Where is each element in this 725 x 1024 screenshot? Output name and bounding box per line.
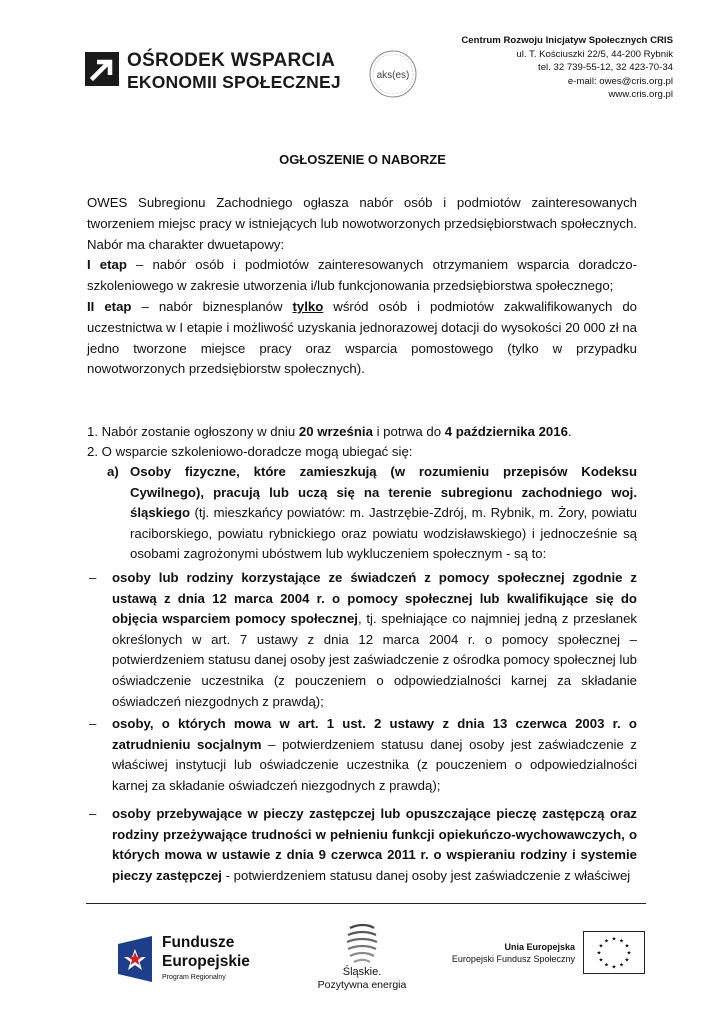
contact-www[interactable]: www.cris.org.pl — [608, 89, 673, 101]
bullet-item — [87, 568, 637, 712]
footer-divider — [86, 903, 646, 904]
stage2-only: tylko — [292, 298, 324, 314]
bullet-item — [87, 714, 637, 796]
akses-label: aks(es) — [376, 70, 410, 81]
svg-text:★: ★ — [611, 964, 617, 971]
ue-line2: Europejski Fundusz Społeczny — [451, 954, 575, 964]
svg-text:★: ★ — [598, 957, 604, 964]
item-1 — [87, 422, 647, 442]
bullet3-bold: osoby przebywające w pieczy zastępczej lub opuszczające pieczę zastępczą oraz rodziny przeżywające trudności w pełnieniu funkcji opiekuńczo-wychowawczych, o których mowa w ustawie z dnia 9 czerwca 2011 r. o wspieraniu rodziny i systemie pieczy zastępczej — [112, 806, 637, 883]
bullet1-text: , tj. spełniające co najmniej jedną z przesłanek określonych w art. 7 ustawy z dnia 12 marca 2004 r. o pomocy społecznej – potwierdzeniem statusu danej osoby jest zaświadczenie z ośrodka pomocy społecznej lub oświadczenie uczestnika (z pouczeniem o odpowiedzialności karnej za składanie oświadczeń niezgodnych z prawdą); — [112, 611, 637, 709]
sub-a-text: (tj. mieszkańcy powiatów: m. Jastrzębie-Zdrój, m. Rybnik, m. Żory, powiatu raciborskiego, powiatu rybnickiego oraz powiatu wodzisławskiego) i jednocześnie są osobami zagrożonymi ubóstwem lub wykluczeniem społecznym - są to: — [130, 505, 637, 562]
slaskie-mark-icon — [344, 922, 380, 964]
svg-text:★: ★ — [619, 962, 624, 969]
item-2: 2. O wsparcie szkoleniowo-doradcze mogą ubiegać się: — [87, 444, 413, 459]
svg-text:★: ★ — [604, 962, 609, 969]
bullet3-text: - potwierdzeniem statusu danej osoby jest zaświadczenie z właściwej — [221, 867, 631, 883]
bullet-item — [87, 804, 637, 886]
item1-date-start: 20 września — [298, 424, 373, 439]
intro-section — [87, 193, 637, 380]
svg-text:★: ★ — [626, 950, 632, 957]
stage1-label: I etap — [87, 257, 127, 273]
svg-text:★: ★ — [596, 950, 602, 957]
sub-item-a — [107, 462, 637, 565]
slaskie-line2: Pozytywna energia — [317, 979, 407, 991]
item1-text-b: i potrwa do — [372, 424, 445, 439]
owes-logo — [85, 50, 350, 98]
bullet-dash: – — [89, 570, 97, 585]
stage2-text-a: – nabór biznesplanów — [131, 298, 293, 314]
bullet-dash: – — [89, 716, 97, 731]
item1-text-a: 1. Nabór zostanie ogłoszony w dniu — [87, 424, 299, 439]
stage2-label: II etap — [87, 298, 132, 314]
contact-org: Centrum Rozwoju Inicjatyw Społecznych CRIS — [461, 35, 673, 46]
ue-line1: Unia Europejska — [504, 942, 575, 952]
logo-text-line1: OŚRODEK WSPARCIA — [127, 50, 336, 71]
svg-text:★: ★ — [598, 943, 604, 950]
stage2-text-b: wśród osób i podmiotów zakwalifikowanych do uczestnictwa w I etapie i możliwość uzyskania jednorazowej dotacji do wysokości 20 000 zł na jedno tworzone miejsce pracy oraz wsparcia pomostowego (tylko w przypadku nowotworzonych przedsiębiorstw społecznych). — [87, 298, 638, 377]
svg-text:★: ★ — [624, 943, 630, 950]
fe-line2: Europejskie — [162, 953, 250, 970]
arrow-logo-icon — [85, 52, 119, 86]
bullet2-bold: osoby, o których mowa w art. 1 ust. 2 ustawy z dnia 13 czerwca 2003 r. o zatrudnieniu socjalnym — [112, 716, 637, 752]
contact-block — [461, 34, 673, 102]
svg-text:★: ★ — [604, 938, 609, 945]
sub-a-bold: Osoby fizyczne, które zamieszkują (w rozumieniu przepisów Kodeksu Cywilnego), pracują lub uczą się na terenie subregionu zachodniego woj. śląskiego — [130, 464, 637, 521]
slaskie-line1: Śląskie. — [342, 966, 382, 978]
item1-date-end: 4 października 2016 — [444, 424, 568, 439]
eu-flag-icon — [583, 931, 645, 974]
fundusze-europejskie-logo — [118, 928, 258, 988]
contact-email[interactable]: e-mail: owes@cris.org.pl — [567, 75, 673, 87]
slaskie-logo — [316, 922, 416, 997]
logo-text-line2: EKONOMII SPOŁECZNEJ — [127, 72, 341, 92]
fe-line1: Fundusze — [162, 934, 235, 951]
document-title: OGŁOSZENIE O NABORZE — [279, 152, 446, 167]
bullet-dash: – — [89, 806, 97, 821]
akses-logo-icon — [368, 49, 418, 99]
fe-line3: Program Regionalny — [162, 974, 226, 981]
sub-a-label: a) — [107, 464, 119, 479]
intro-text: OWES Subregionu Zachodniego ogłasza nabór osób i podmiotów zainteresowanych tworzeniem miejsc pracy w istniejących lub nowotworzonych przedsiębiorstwach społecznych. Nabór ma charakter dwuetapowy: — [87, 195, 637, 252]
item1-text-c: . — [567, 424, 572, 439]
svg-text:★: ★ — [624, 957, 630, 964]
contact-address: ul. T. Kościuszki 22/5, 44-200 Rybnik — [516, 48, 673, 60]
fe-star-icon — [118, 936, 152, 982]
stage1-text: – nabór osób i podmiotów zainteresowanych otrzymaniem wsparcia doradczo-szkoleniowego w zakresie utworzenia i/lub funkcjonowania przedsiębiorstwa społecznego; — [87, 257, 637, 294]
svg-text:★: ★ — [619, 938, 624, 945]
svg-text:★: ★ — [611, 936, 617, 943]
contact-phone: tel. 32 739-55-12, 32 423-70-34 — [538, 62, 673, 74]
ue-label-block — [452, 941, 575, 965]
bullet2-text: – potwierdzeniem statusu danej osoby jest zaświadczenie z właściwej instytucji lub oświadczenie uczestnika (z pouczeniem o odpowiedzialności karnej za składanie oświadczeń niezgodnych z prawdą); — [112, 736, 637, 793]
bullet1-bold: osoby lub rodziny korzystające ze świadczeń z pomocy społecznej zgodnie z ustawą z dnia 12 marca 2004 r. o pomocy społecznej lub kwalifikujące się do objęcia wsparciem pomocy społecznej — [112, 570, 637, 627]
